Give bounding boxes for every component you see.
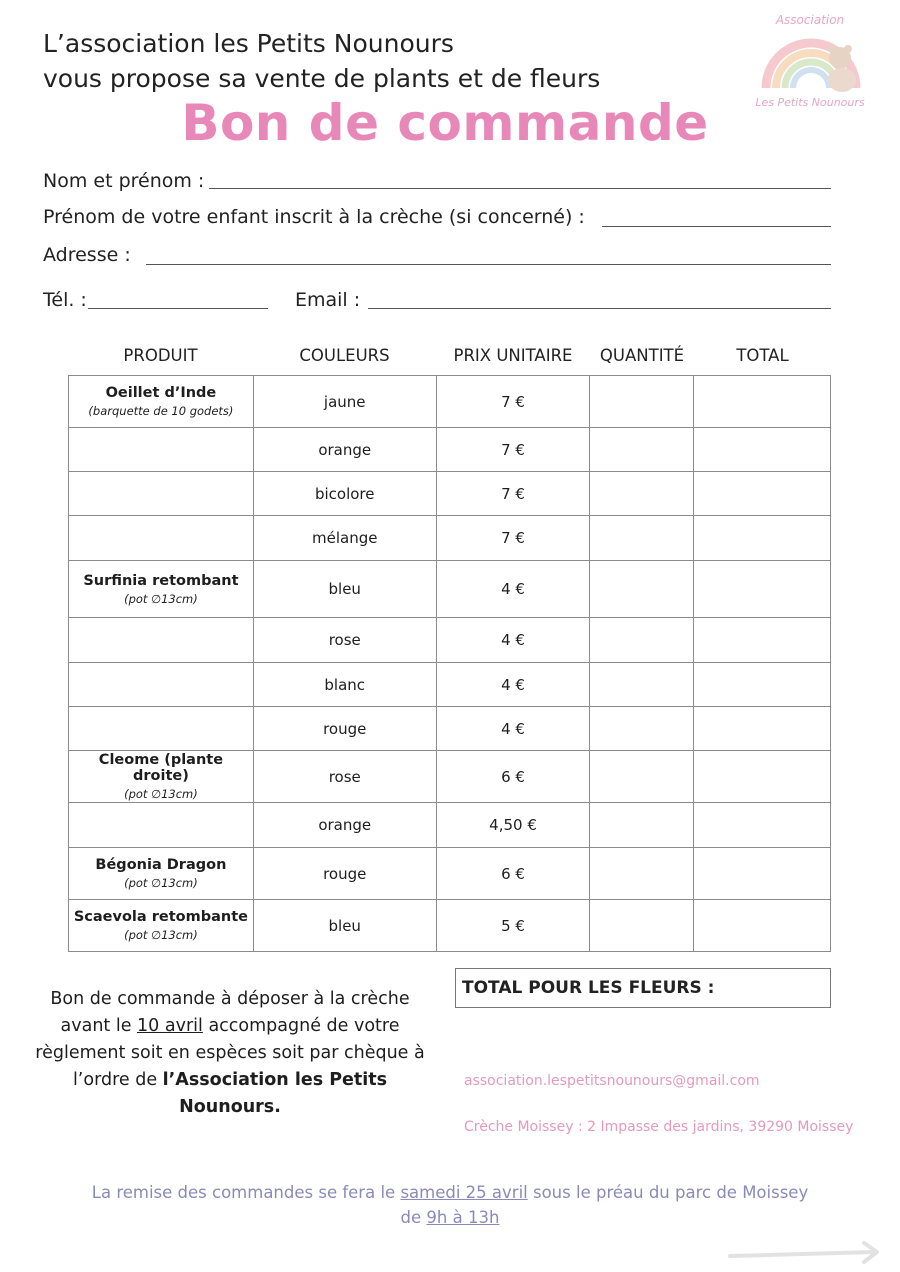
deposit-instructions [30,986,430,1121]
price-cell: 4 € [436,663,590,707]
name-field[interactable] [209,188,831,189]
price-cell: 7 € [436,376,590,428]
color-cell: mélange [253,516,436,561]
price-cell: 4,50 € [436,803,590,848]
phone-label: Tél. : [43,289,87,311]
price-cell: 7 € [436,472,590,516]
pickup-hours: 9h à 13h [426,1208,500,1227]
color-cell: bicolore [253,472,436,516]
child-name-field[interactable] [602,226,831,227]
quantity-cell[interactable] [590,663,694,707]
color-cell: bleu [253,561,436,618]
price-cell: 5 € [436,900,590,952]
payee-name: l’Association les Petits Nounours. [162,1070,388,1117]
product-cell [69,516,254,561]
product-cell [69,848,254,900]
column-header-unit-price: PRIX UNITAIRE [453,346,573,365]
table-row [69,516,831,561]
color-cell: rose [253,751,436,803]
address-label: Adresse : [43,244,131,266]
column-header-quantity: QUANTITÉ [599,346,685,365]
quantity-cell[interactable] [590,900,694,952]
child-name-label: Prénom de votre enfant inscrit à la crèche (si concerné) : [43,206,585,228]
quantity-cell[interactable] [590,618,694,663]
quantity-cell[interactable] [590,516,694,561]
column-header-colors: COULEURS [299,346,390,365]
color-cell: jaune [253,376,436,428]
product-detail: (pot ∅13cm) [124,787,198,801]
total-cell[interactable] [694,561,831,618]
color-cell: orange [253,803,436,848]
deadline-date: 10 avril [137,1016,203,1036]
total-cell[interactable] [694,663,831,707]
logo-text-bottom: Les Petits Nounours [755,96,865,109]
product-cell [69,561,254,618]
email-field[interactable] [368,308,831,309]
note-text-1: Bon de commande à déposer à la crèche avant le [50,989,410,1036]
product-cell [69,751,254,803]
total-cell[interactable] [694,707,831,751]
column-header-total: TOTAL [736,346,789,365]
total-cell[interactable] [694,848,831,900]
color-cell: orange [253,428,436,472]
table-row [69,618,831,663]
total-cell[interactable] [694,472,831,516]
table-row [69,472,831,516]
quantity-cell[interactable] [590,803,694,848]
product-cell [69,663,254,707]
table-row [69,900,831,952]
total-cell[interactable] [694,428,831,472]
table-row [69,848,831,900]
total-cell[interactable] [694,900,831,952]
price-cell: 4 € [436,707,590,751]
price-cell: 7 € [436,428,590,472]
table-row [69,803,831,848]
pickup-text-2: sous le préau du parc de Moissey [527,1183,809,1202]
logo-text-top: Association [775,13,845,27]
table-row [69,376,831,428]
phone-field[interactable] [88,308,268,309]
price-cell: 6 € [436,848,590,900]
product-name: Scaevola retombante [73,909,248,925]
price-cell: 6 € [436,751,590,803]
pickup-text-1: La remise des commandes se fera le [91,1183,401,1202]
total-cell[interactable] [694,751,831,803]
intro-line-1: L’association les Petits Nounours [43,29,454,58]
table-row [69,428,831,472]
product-cell [69,803,254,848]
arrow-right-icon [728,1240,883,1266]
color-cell: rose [253,618,436,663]
pickup-line-1 [0,1180,900,1205]
quantity-cell[interactable] [590,707,694,751]
product-cell [69,472,254,516]
product-detail: (pot ∅13cm) [124,876,198,890]
product-cell [69,428,254,472]
product-detail: (barquette de 10 godets) [88,404,234,418]
price-cell: 4 € [436,561,590,618]
quantity-cell[interactable] [590,472,694,516]
total-cell[interactable] [694,516,831,561]
color-cell: blanc [253,663,436,707]
product-name: Cleome (plante droite) [98,752,224,784]
page-title: Bon de commande [181,94,709,152]
total-cell[interactable] [694,618,831,663]
intro-text [43,26,600,96]
quantity-cell[interactable] [590,376,694,428]
product-detail: (pot ∅13cm) [124,928,198,942]
color-cell: rouge [253,707,436,751]
order-table [68,375,831,952]
intro-line-2: vous propose sa vente de plants et de fleurs [43,64,601,93]
pickup-line-2 [0,1205,900,1230]
email-label: Email : [295,289,361,311]
quantity-cell[interactable] [590,428,694,472]
product-cell [69,618,254,663]
contact-address: Crèche Moissey : 2 Impasse des jardins, 39290 Moissey [464,1119,854,1135]
quantity-cell[interactable] [590,848,694,900]
product-name: Bégonia Dragon [95,857,227,873]
price-cell: 4 € [436,618,590,663]
product-cell [69,900,254,952]
pickup-date: samedi 25 avril [400,1183,528,1202]
product-name: Surfinia retombant [83,572,239,589]
pickup-text-3: de [400,1208,427,1227]
product-detail: (pot ∅13cm) [124,591,198,606]
quantity-cell[interactable] [590,751,694,803]
table-row [69,663,831,707]
color-cell: rouge [253,848,436,900]
price-cell: 7 € [436,516,590,561]
table-row [69,751,831,803]
total-cell[interactable] [694,803,831,848]
product-cell [69,707,254,751]
table-row [69,561,831,618]
product-name: Oeillet d’Inde [105,385,217,401]
name-label: Nom et prénom : [43,170,205,192]
table-row [69,707,831,751]
address-field[interactable] [146,264,831,265]
note-text-2: accompagné de votre règlement soit en espèces soit par chèque à l’ordre de [35,1016,425,1090]
grand-total-box[interactable] [455,968,831,1008]
quantity-cell[interactable] [590,561,694,618]
pickup-info [0,1180,900,1230]
column-header-product: PRODUIT [123,346,198,365]
grand-total-label: TOTAL POUR LES FLEURS : [462,978,715,998]
total-cell[interactable] [694,376,831,428]
color-cell: bleu [253,900,436,952]
product-cell [69,376,254,428]
contact-email[interactable]: association.lespetitsnounours@gmail.com [464,1073,760,1089]
